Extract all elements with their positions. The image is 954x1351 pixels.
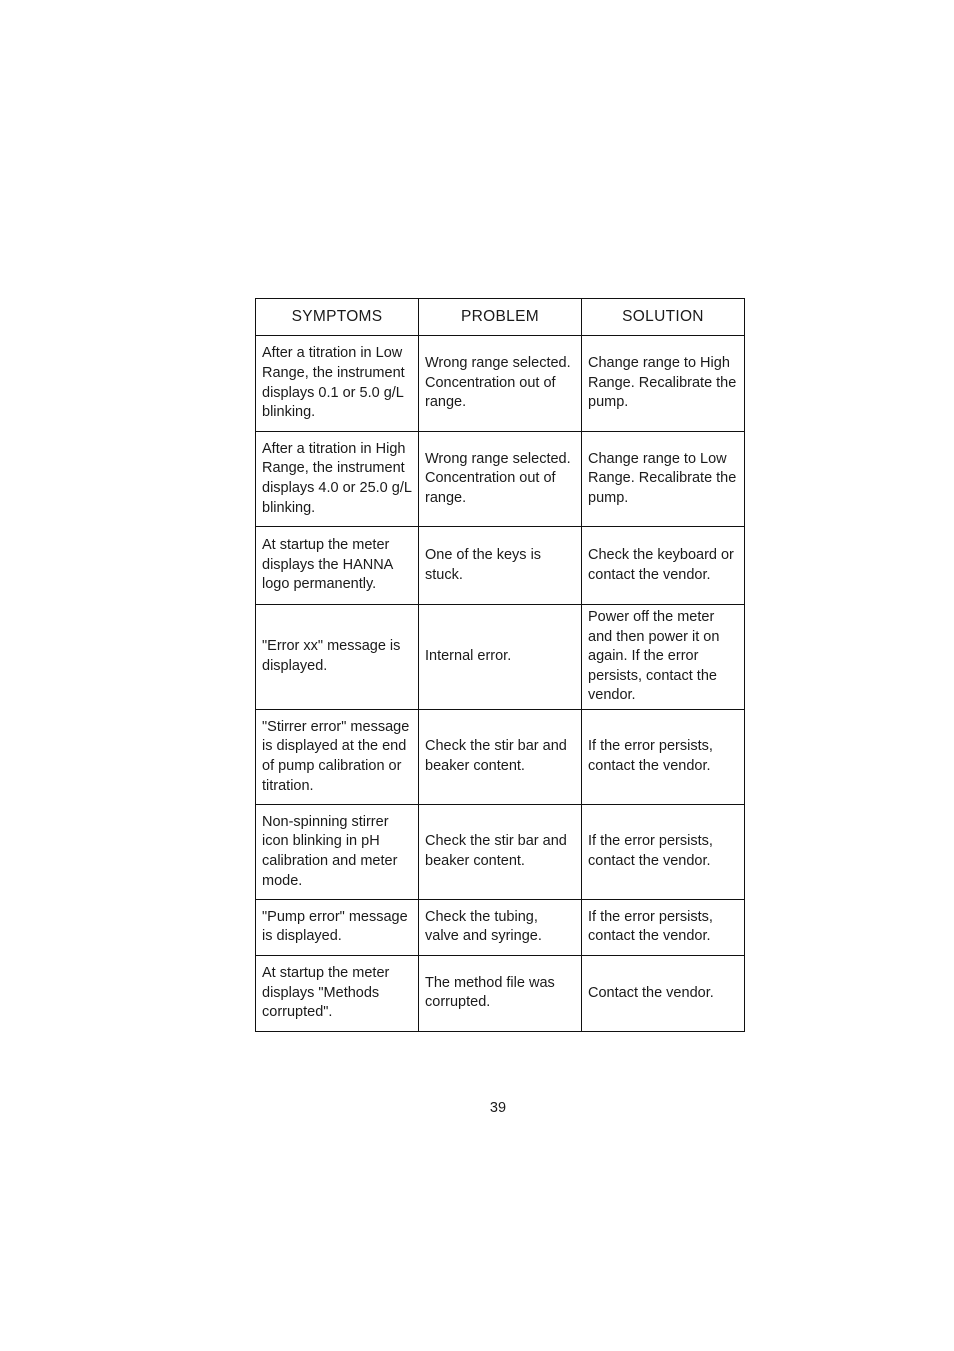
solution-cell: Check the keyboard or contact the vendor. — [582, 527, 745, 605]
solution-cell: Change range to Low Range. Recalibrate the pump. — [582, 432, 745, 527]
table-row — [256, 527, 745, 605]
problem-cell: One of the keys is stuck. — [419, 527, 582, 605]
header-symptoms: SYMPTOMS — [256, 299, 419, 336]
header-solution: SOLUTION — [582, 299, 745, 336]
solution-cell: If the error persists, contact the vendor. — [582, 709, 745, 804]
symptom-cell: At startup the meter displays "Methods corrupted". — [256, 955, 419, 1031]
solution-cell: If the error persists, contact the vendor. — [582, 899, 745, 955]
troubleshooting-table — [255, 298, 745, 1032]
table-row — [256, 899, 745, 955]
header-problem: PROBLEM — [419, 299, 582, 336]
symptom-cell: "Error xx" message is displayed. — [256, 605, 419, 710]
symptom-cell: "Stirrer error" message is displayed at the end of pump calibration or titration. — [256, 709, 419, 804]
symptom-cell: After a titration in Low Range, the instrument displays 0.1 or 5.0 g/L blinking. — [256, 336, 419, 432]
symptom-cell: Non-spinning stirrer icon blinking in pH calibration and meter mode. — [256, 804, 419, 899]
problem-cell: Wrong range selected. Concentration out of range. — [419, 432, 582, 527]
symptom-cell: At startup the meter displays the HANNA logo permanently. — [256, 527, 419, 605]
problem-cell: Check the stir bar and beaker content. — [419, 804, 582, 899]
problem-cell: Check the stir bar and beaker content. — [419, 709, 582, 804]
table-row — [256, 709, 745, 804]
table-row — [256, 336, 745, 432]
symptom-cell: "Pump error" message is displayed. — [256, 899, 419, 955]
table-row — [256, 605, 745, 710]
problem-cell: Internal error. — [419, 605, 582, 710]
problem-cell: Check the tubing, valve and syringe. — [419, 899, 582, 955]
symptom-cell: After a titration in High Range, the instrument displays 4.0 or 25.0 g/L blinking. — [256, 432, 419, 527]
table-row — [256, 955, 745, 1031]
solution-cell: Contact the vendor. — [582, 955, 745, 1031]
table-row — [256, 804, 745, 899]
problem-cell: The method file was corrupted. — [419, 955, 582, 1031]
table-row — [256, 432, 745, 527]
solution-cell: Change range to High Range. Recalibrate the pump. — [582, 336, 745, 432]
solution-cell: If the error persists, contact the vendor. — [582, 804, 745, 899]
page-number: 39 — [489, 1100, 507, 1116]
table-header-row — [256, 299, 745, 336]
problem-cell: Wrong range selected. Concentration out of range. — [419, 336, 582, 432]
solution-cell: Power off the meter and then power it on again. If the error persists, contact the vendor. — [582, 605, 745, 710]
